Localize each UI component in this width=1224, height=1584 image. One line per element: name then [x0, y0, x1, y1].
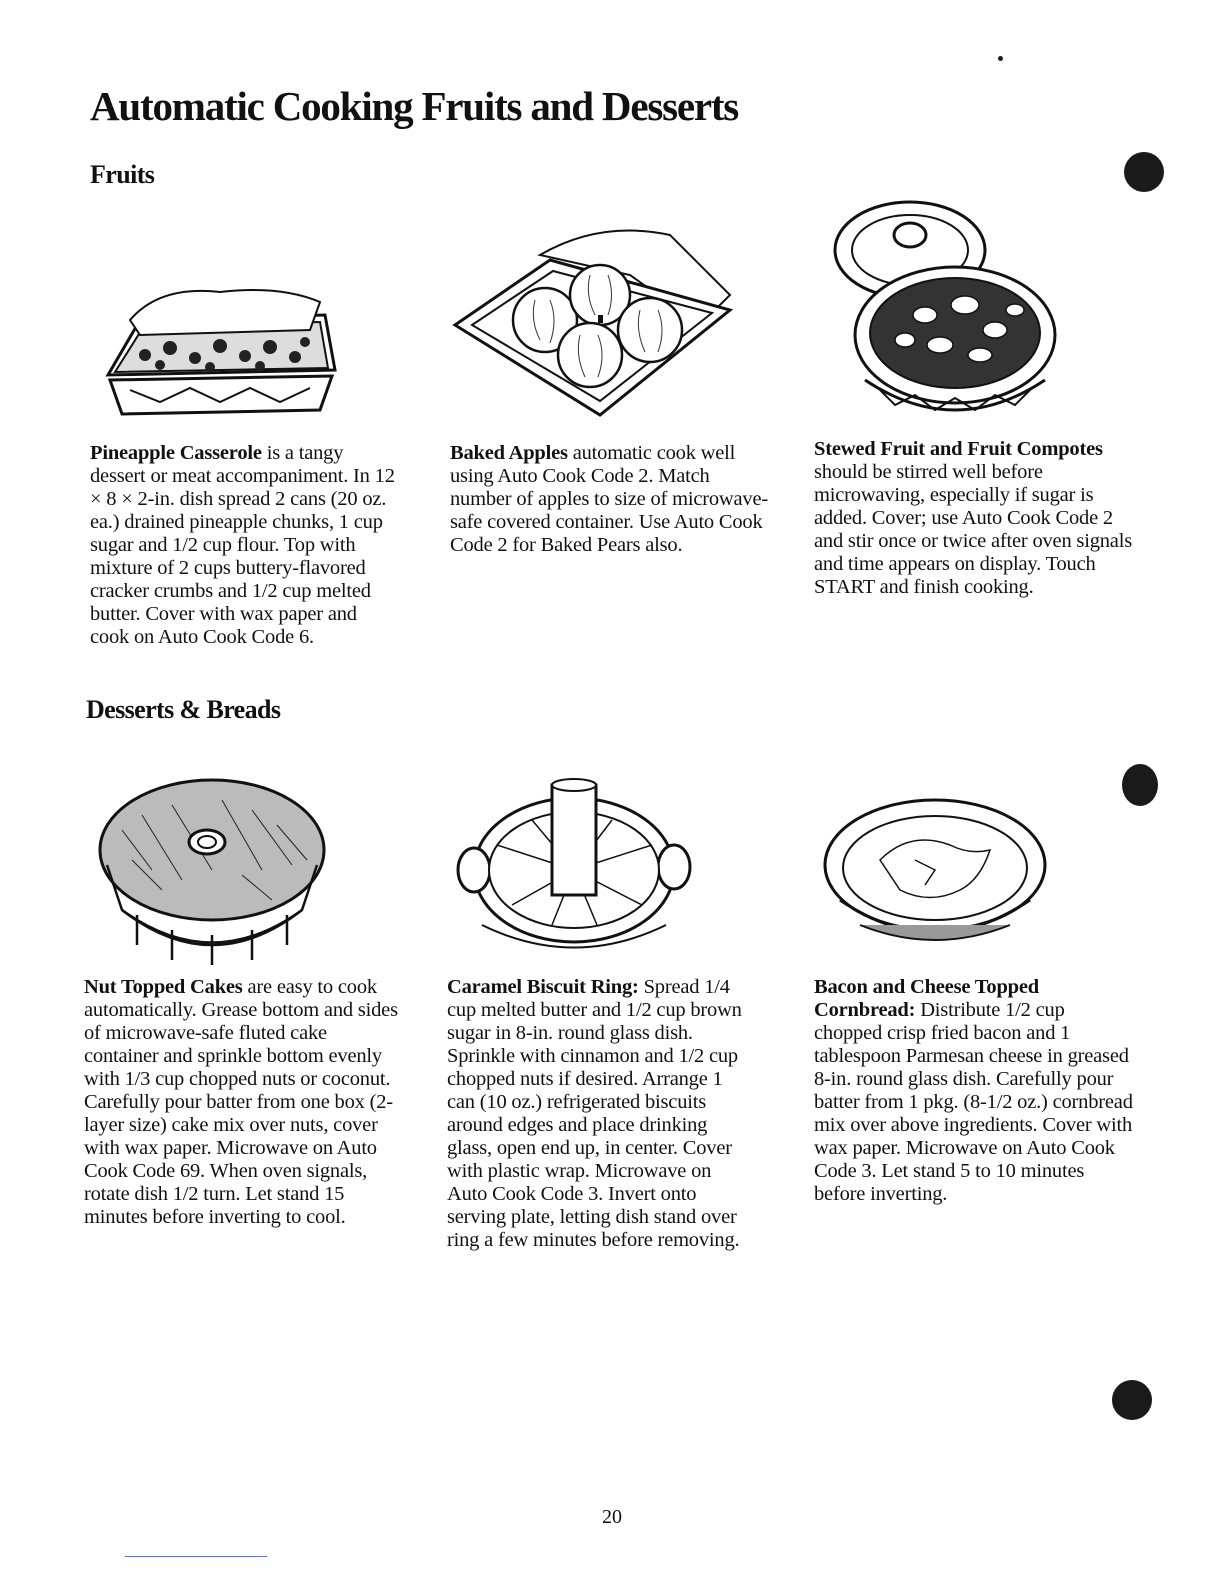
fluted-cake-pan-icon: [92, 770, 332, 965]
biscuit-ring-dish-icon: [452, 775, 697, 955]
page-title: Automatic Cooking Fruits and Desserts: [90, 83, 739, 129]
cornbread-round-dish-icon: [820, 790, 1050, 955]
speck: [998, 56, 1003, 61]
divider: [125, 1556, 267, 1557]
recipe-nut-topped-cakes: Nut Topped Cakes are easy to cook automatically. Grease bottom and sides of microwave-safe fluted cake container and sprinkle bottom evenly with 1/3 cup chopped nuts or coconut. Carefully pour batter from one box (2-layer size) cake mix over nuts, cover with wax paper. Microwave on Auto Cook Code 69. When oven signals, rotate dish 1/2 turn. Let stand 15 minutes before inverting to cool.: [84, 976, 398, 1228]
recipe-baked-apples: Baked Apples automatic cook well using Auto Cook Code 2. Match number of apples to size of microwave-safe covered container. Use Auto Cook Code 2 for Baked Pears also.: [450, 442, 769, 556]
stewed-fruit-casserole-icon: [825, 195, 1065, 435]
recipe-caramel-biscuit-ring: Caramel Biscuit Ring: Spread 1/4 cup melted butter and 1/2 cup brown sugar in 8-in. round glass dish. Sprinkle with cinnamon and 1/2 cup chopped nuts if desired. Arrange 1 can (10 oz.) refrigerated biscuits around edges and place drinking glass, open end up, in center. Cover with plastic wrap. Microwave on Auto Cook Code 3. Invert onto serving plate, letting dish stand over ring a few minutes before removing.: [447, 976, 742, 1251]
section-heading-fruits: Fruits: [90, 160, 155, 189]
punch-hole: [1124, 152, 1164, 192]
baked-apples-dish-icon: [450, 215, 750, 425]
recipe-bacon-cheese-cornbread: Bacon and Cheese Topped Cornbread: Distribute 1/2 cup chopped crisp fried bacon and 1 tablespoon Parmesan cheese in greased 8-in. round glass dish. Carefully pour batter from 1 pkg. (8-1/2 oz.) cornbread mix over above ingredients. Cover with wax paper. Microwave on Auto Cook Code 3. Let stand 5 to 10 minutes before inverting.: [814, 976, 1133, 1205]
section-heading-desserts-breads: Desserts & Breads: [86, 695, 281, 724]
punch-hole: [1122, 764, 1158, 806]
page-number: 20: [602, 1506, 622, 1528]
recipe-stewed-fruit: Stewed Fruit and Fruit Compotes should be stirred well before microwaving, especially if sugar is added. Cover; use Auto Cook Code 2 and stir once or twice after oven signals and time appears on display. Touch START and finish cooking.: [814, 438, 1132, 598]
pineapple-casserole-dish-icon: [100, 280, 340, 425]
punch-hole: [1112, 1380, 1152, 1420]
recipe-pineapple-casserole: Pineapple Casserole is a tangy dessert or meat accompaniment. In 12 × 8 × 2-in. dish spread 2 cans (20 oz. ea.) drained pineapple chunks, 1 cup sugar and 1/2 cup flour. Top with mixture of 2 cups buttery-flavored cracker crumbs and 1/2 cup melted butter. Cover with wax paper and cook on Auto Cook Code 6.: [90, 442, 395, 648]
